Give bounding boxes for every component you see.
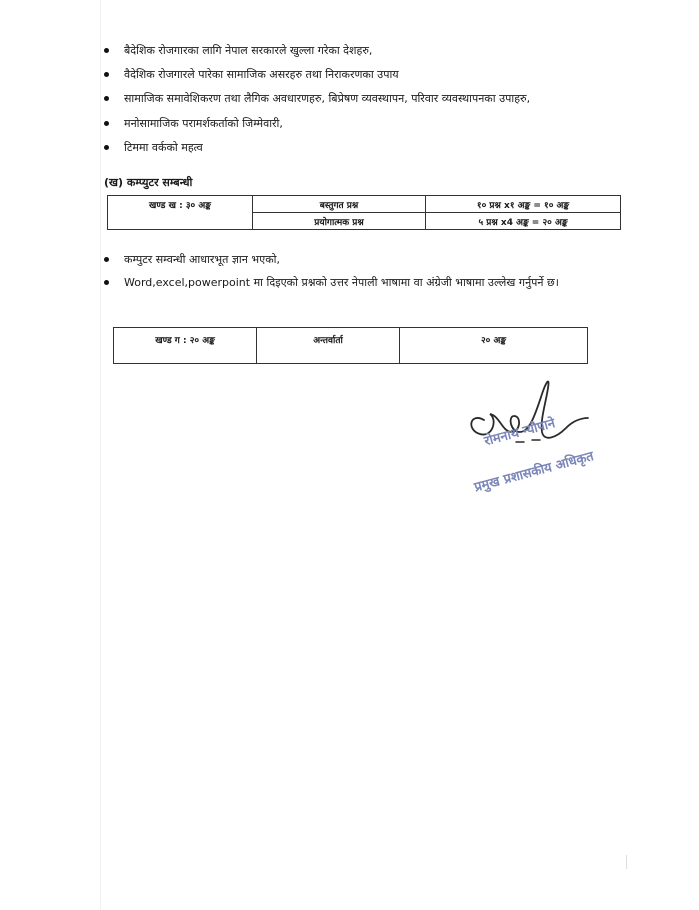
marks-cell: १० प्रश्न x१ अङ्क = १० अङ्क: [426, 196, 621, 213]
list-item: मनोसामाजिक परामर्शकर्ताको जिम्मेवारी,: [104, 117, 530, 131]
section-kha-bullet-list: [104, 253, 559, 299]
list-item: बैदेशिक रोजगारका लागि नेपाल सरकारले खुल्ला गरेका देशहरु,: [104, 44, 530, 58]
list-item: कम्पुटर सम्वन्धी आधारभूत ज्ञान भएको,: [104, 253, 559, 267]
list-item: टिममा वर्कको महत्व: [104, 141, 530, 155]
list-item: Word,excel,powerpoint मा दिइएको प्रश्नको उत्तर नेपाली भाषामा वा अंग्रेजी भाषामा उल्लेख गर्नुपर्ने छ।: [104, 276, 559, 290]
stamp-name: रोमनाथ न्यौपाने: [482, 416, 557, 450]
marks-cell: २० अङ्क: [400, 328, 588, 364]
list-item: सामाजिक समावेशिकरण तथा लैगिक अवधारणहरु, बिप्रेषण व्यवस्थापन, परिवार व्यवस्थापनका उपाहरु,: [104, 92, 530, 106]
table-row: [114, 328, 588, 364]
stamp-title: प्रमुख प्रशासकीय अधिकृत: [472, 449, 596, 496]
section-a-bullet-list: [104, 44, 530, 165]
section-cell: खण्ड ख : ३० अङ्क: [108, 196, 253, 230]
margin-mark: [626, 855, 627, 869]
list-item: वैदेशिक रोजगारले पारेका सामाजिक असरहरु तथा निराकरणका उपाय: [104, 68, 530, 82]
question-type-cell: प्रयोगात्मक प्रश्न: [253, 213, 426, 230]
section-ga-marks-table: [113, 327, 588, 364]
question-type-cell: अन्तर्वार्ता: [257, 328, 400, 364]
section-kha-marks-table: [107, 195, 621, 230]
section-kha-heading: (ख) कम्प्युटर सम्बन्धी: [104, 176, 193, 189]
section-cell: खण्ड ग : २० अङ्क: [114, 328, 257, 364]
page-edge-line: [100, 0, 101, 910]
marks-cell: ५ प्रश्न x4 अङ्क = २० अङ्क: [426, 213, 621, 230]
table-row: [108, 196, 621, 213]
question-type-cell: बस्तुगत प्रश्न: [253, 196, 426, 213]
